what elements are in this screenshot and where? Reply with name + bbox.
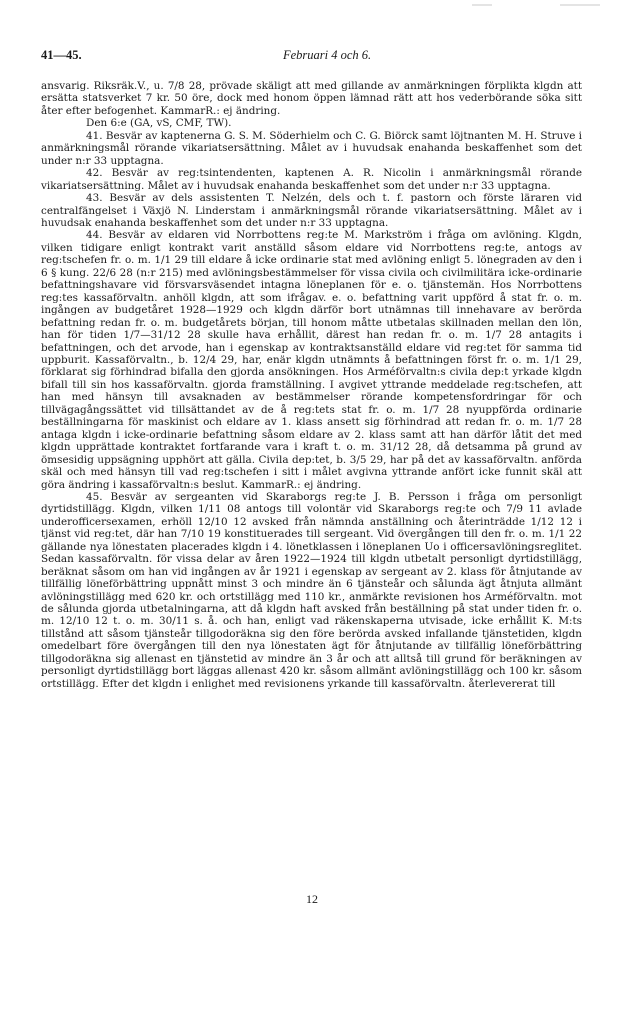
case-42: 42. Besvär av reg:tsintendenten, kaptenen A. R. Nicolin i anmärkningsmål rörande vikariatsersättning. Målet av i huvudsak enahanda beskaffenhet som det under n:r 33 upptagna. <box>41 167 582 192</box>
case-41: 41. Besvär av kaptenerna G. S. M. Söderhielm och C. G. Biörck samt löjtnanten M. H. Struve i anmärkningsmål rörande vikariatsersättning. Målet av i huvudsak enahanda beskaffenhet som det under n:r 33 upptagna. <box>41 129 582 167</box>
scan-mark <box>472 4 492 6</box>
case-44: 44. Besvär av eldaren vid Norrbottens reg:te M. Markström i fråga om avlöning. Klgdn, vilken tidigare enligt kontrakt varit anställd såsom eldare vid Norrbottens reg:te, antogs av reg:tschefen fr. o. m. 1/1 29 till eldare å icke ordinarie stat med avlöning enligt 5. lönegraden av den i 6 § kung. 22/6 28 (n:r 215) med avlöningsbestämmelser för vissa civila och civilmilitära icke-ordinarie befattningshavare vid försvarsväsendet intagna löneplanen för e. o. tjänstemän. Hos Norrbottens reg:tes kassaförvaltn. anhöll klgdn, att som ifrågav. e. o. befattning varit uppförd å stat fr. o. m. ingången av budgetåret 1928—1929 och klgdn därför bort utnämnas till innehavare av berörda befattning redan fr. o. m. budgetårets början, till honom måtte utbetalas skillnaden mellan den lön, han för tiden 1/7—31/12 28 skulle hava erhållit, därest han redan fr. o. m. 1/7 28 antagits i befattningen, och det arvode, han i egenskap av kontraktsanställd eldare vid reg:tet för samma tid uppburit. Kassaförvaltn., b. 12/4 29, har, enär klgdn utnämnts å befattningen först fr. o. m. 1/1 29, förklarat sig förhindrad bifalla den gjorda ansökningen. Hos Arméförvaltn:s civila dep:t yrkade klgdn bifall till sin hos kassaförvaltn. gjorda framställning. I avgivet yttrande meddelade reg:tschefen, att han med hänsyn till avsaknaden av bestämmelser rörande kompetensfordringar för och tillvägagångssättet vid tillsättandet av de å reg:tets stat fr. o. m. 1/7 28 nyuppförda ordinarie beställningarna för maskinist och eldare av 1. klass ansett sig förhindrad att redan fr. o. m. 1/7 28 antaga klgdn i icke-ordinarie befattning såsom eldare av 2. klass samt att han därför låtit det med klgdn upprättade kontraktet fortfarande vara i kraft t. o. m. 31/12 28, då detsamma på grund av ömsesidig uppsägning upphört att gälla. Civila dep:tet, b. 3/5 29, har på det av kassaförvaltn. anförda skäl och med hänsyn till vad reg:tschefen i sitt i målet avgivna yttrande anfört icke funnit skäl att göra ändring i kassaförvaltn:s beslut. KammarR.: ej ändring. <box>41 229 582 491</box>
paragraph: ansvarig. Riksräk.V., u. 7/8 28, prövade skäligt att med gillande av anmärkningen förplikta klgdn att ersätta statsverket 7 kr. 50 öre, dock med honom öppen lämnad rätt att hos vederbörande söka sitt åter efter befogenhet. KammarR.: ej ändring. <box>41 80 582 117</box>
running-header <box>41 48 584 64</box>
body-text <box>41 80 582 690</box>
session-heading: Den 6:e (GA, vS, CMF, TW). <box>86 117 232 130</box>
page-number: 12 <box>306 892 318 906</box>
scan-mark <box>560 4 600 6</box>
case-45: 45. Besvär av sergeanten vid Skaraborgs reg:te J. B. Persson i fråga om personligt dyrtidstillägg. Klgdn, vilken 1/11 08 antogs till volontär vid Skaraborgs reg:te och 7/9 11 avlade underofficersexamen, erhöll 12/10 12 avsked från nämnda anställning och återinträdde 1/12 12 i tjänst vid reg:tet, där han 7/10 19 konstituerades till sergeant. Vid övergången till den fr. o. m. 1/1 22 gällande nya lönestaten placerades klgdn i 4. lönetklassen i löneplanen Uo i officersavlöningsreglitet. Sedan kassaförvaltn. för vissa delar av åren 1922—1924 till klgdn utbetalt personligt dyrtidstillägg, beräknat såsom om han vid ingången av år 1921 i egenskap av sergeant av 2. klass för åtnjutande av tillfällig löneförbättring uppnått minst 3 och mindre än 6 tjänsteår och sålunda ägt åtnjuta allmänt avlöningstillägg med 620 kr. och ortstillägg med 110 kr., anmärkte revisionen hos Arméförvaltn. mot de sålunda gjorda utbetalningarna, att då klgdn haft avsked från beställning på stat under tiden fr. o. m. 12/10 12 t. o. m. 30/11 s. å. och han, enligt vad räkenskaperna utvisade, icke erhållit K. M:ts tillstånd att såsom tjänsteår tillgodoräkna sig den före berörda avsked infallande tjänstetiden, klgdn omedelbart före övergången till den nya lönestaten ägt för åtnjutande av tillfällig löneförbättring tillgodoräkna sig allenast en tjänstetid av mindre än 3 år och att alltså till grund för beräkningen av personligt dyrtidstillägg bort läggas allenast 420 kr. såsom allmänt avlöningstillägg och 100 kr. såsom ortstillägg. Efter det klgdn i enlighet med revisionens yrkande till kassaförvaltn. återlevererat till <box>41 490 582 690</box>
header-page-range: 41—45. <box>41 48 82 62</box>
header-date: Februari 4 och 6. <box>283 48 372 62</box>
case-43: 43. Besvär av dels assistenten T. Nelzén, dels och t. f. pastorn och förste läraren vid centralfängelset i Växjö N. Linderstam i anmärkningsmål rörande vikariatsersättning. Målet av i huvudsak enahanda beskaffenhet som det under n:r 33 upptagna. <box>41 192 582 229</box>
